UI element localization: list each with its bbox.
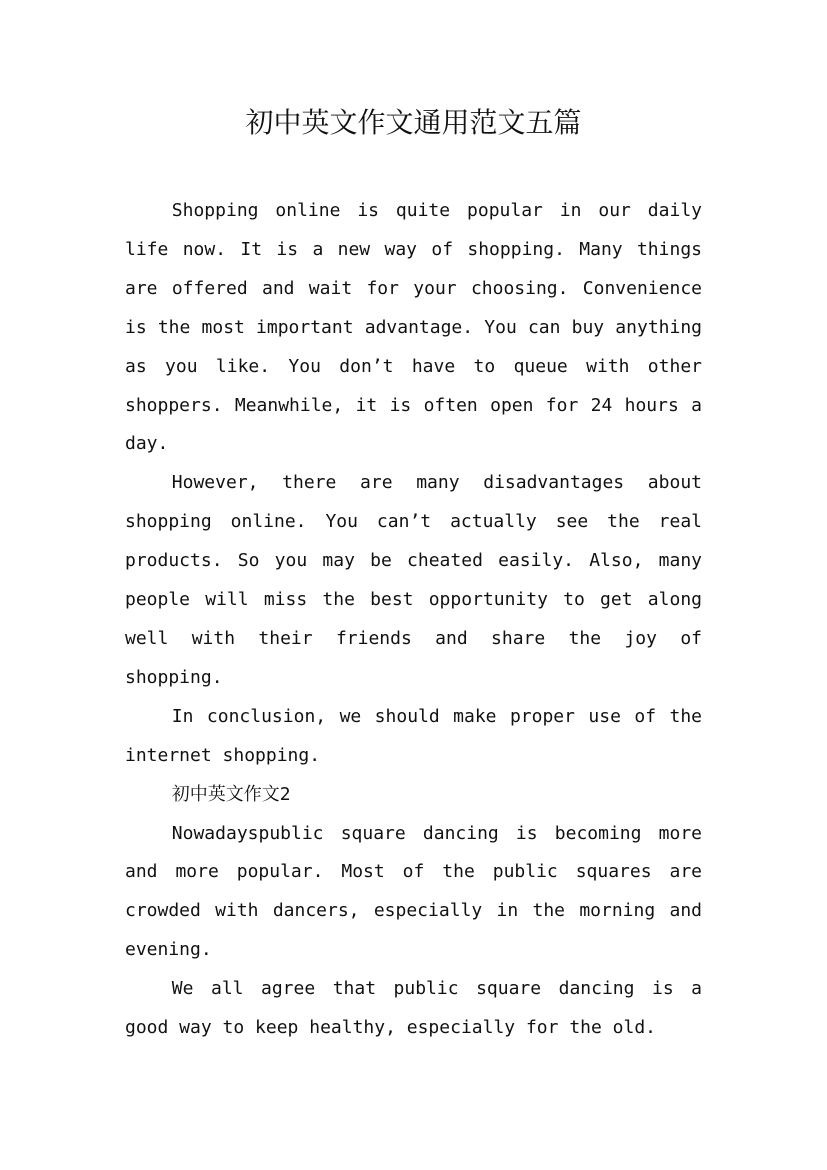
paragraph-square-dancing-benefit: We all agree that public square dancing is a good way to keep healthy, especially for the old. [125, 978, 702, 1039]
document-title: 初中英文作文通用范文五篇 [245, 106, 582, 139]
paragraph-square-dancing-intro: Nowadayspublic square dancing is becoming more and more popular. Most of the public squares are crowded with dancers, especially in the morning and evening. [125, 822, 702, 961]
essay-2-heading: 初中英文作文2 [171, 783, 291, 805]
paragraph-shopping-disadvantages: However, there are many disadvantages about shopping online. You can’t actually see the real products. So you may be cheated easily. Also, many people will miss the best opportunity to get along well with their friends and share the joy of shopping. [125, 472, 702, 688]
paragraph-shopping-conclusion: In conclusion, we should make proper use of the internet shopping. [125, 705, 702, 766]
document-body [125, 192, 702, 1048]
paragraph-shopping-intro: Shopping online is quite popular in our daily life now. It is a new way of shopping. Many things are offered and wait for your choosing. Convenience is the most important advantage. You can buy anything as you like. You don’t have to queue with other shoppers. Meanwhile, it is often open for 24 hours a day. [125, 200, 702, 455]
